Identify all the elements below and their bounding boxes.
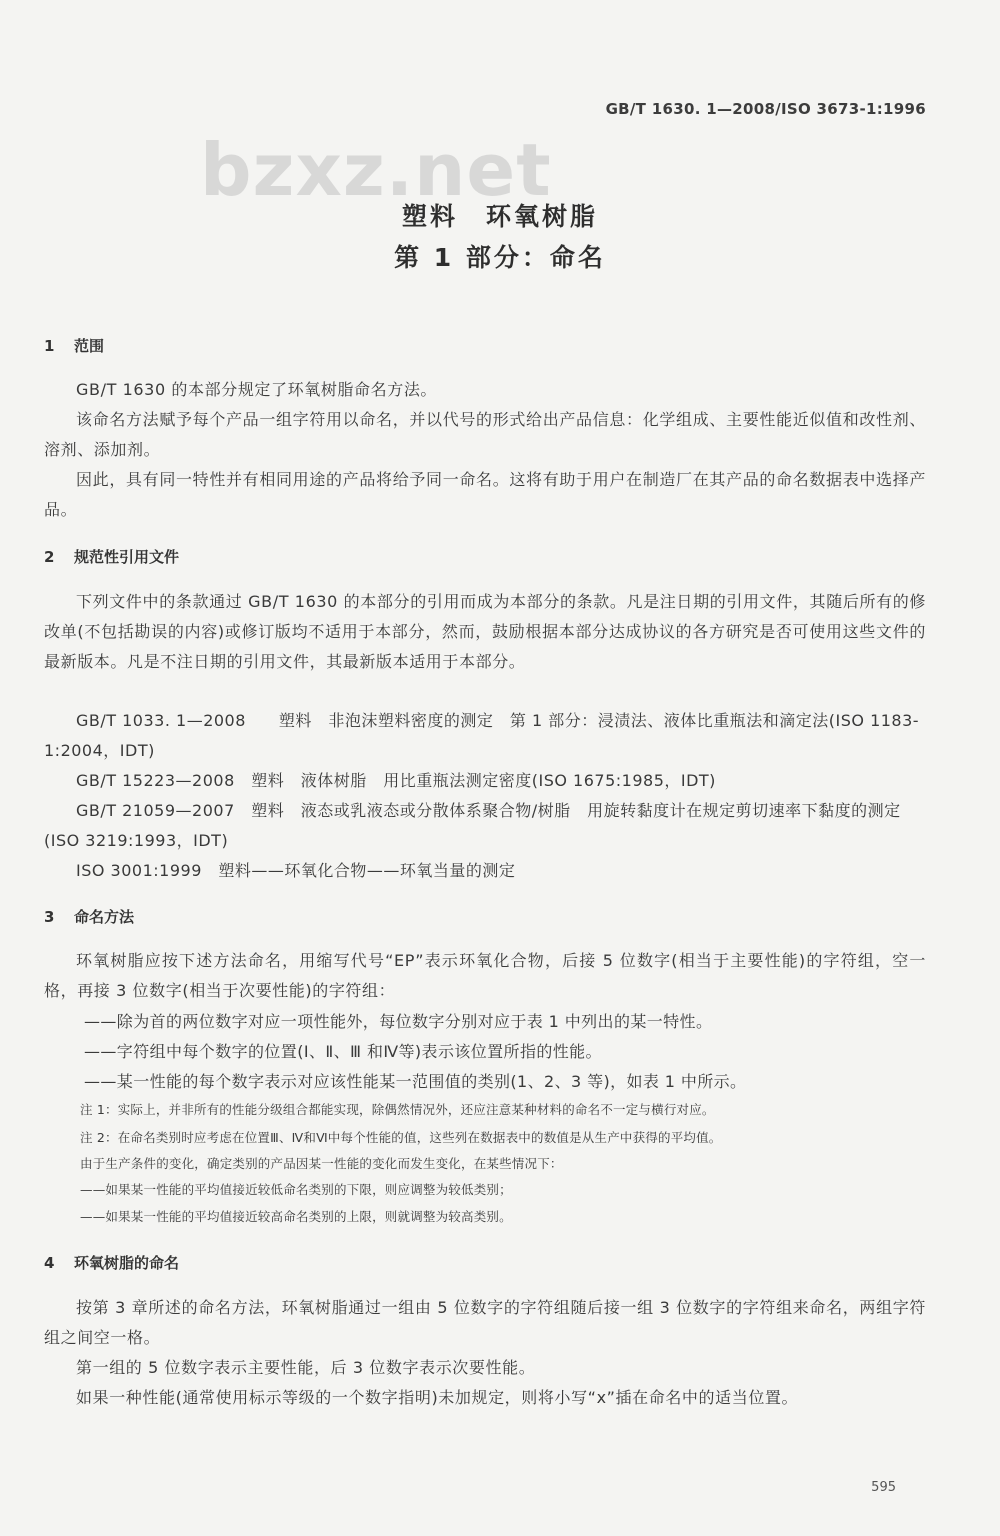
reference-item: GB/T 15223—2008 塑料 液体树脂 用比重瓶法测定密度(ISO 1675:1985，IDT)	[76, 771, 716, 790]
section-3-paragraph-1: 环氧树脂应按下述方法命名，用缩写代号“EP”表示环氧化合物，后接 5 位数字(相当于主要性能)的字符组，空一格，再接 3 位数字(相当于次要性能)的字符组：	[44, 951, 926, 1000]
list-item: ——某一性能的每个数字表示对应该性能某一范围值的类别(1、2、3 等)，如表 1 中所示。	[84, 1072, 747, 1091]
list-item: ——字符组中每个数字的位置(Ⅰ、Ⅱ、Ⅲ 和Ⅳ等)表示该位置所指的性能。	[84, 1042, 602, 1061]
section-number: 3	[44, 908, 55, 926]
note-1: 注 1：实际上，并非所有的性能分级组合都能实现，除偶然情况外，还应注意某种材料的命名不一定与横行对应。	[80, 1102, 715, 1117]
reference-item: GB/T 1033. 1—2008 塑料 非泡沫塑料密度的测定 第 1 部分：浸渍法、液体比重瓶法和滴定法(ISO 1183-1:2004，IDT)	[44, 711, 920, 760]
document-title-line1: 塑料 环氧树脂	[401, 202, 598, 231]
note-2-item: ——如果某一性能的平均值接近较低命名类别的下限，则应调整为较低类别；	[80, 1182, 512, 1197]
note-2-continued: 由于生产条件的变化，确定类别的产品因某一性能的变化而发生变化，在某些情况下：	[80, 1156, 563, 1171]
section-2-paragraph-1: 下列文件中的条款通过 GB/T 1630 的本部分的引用而成为本部分的条款。凡是注日期的引用文件，其随后所有的修改单(不包括勘误的内容)或修订版均不适用于本部分，然而，鼓励根据本部分达成协议的各方研究是否可使用这些文件的最新版本。凡是不注日期的引用文件，其最新版本适用于本部分。	[44, 592, 926, 671]
reference-item: ISO 3001:1999 塑料——环氧化合物——环氧当量的测定	[76, 861, 516, 880]
section-4-paragraph-3: 如果一种性能(通常使用标示等级的一个数字指明)未加规定，则将小写“x”插在命名中的适当位置。	[76, 1388, 799, 1407]
section-title: 命名方法	[74, 908, 135, 926]
section-title: 环氧树脂的命名	[74, 1254, 180, 1272]
section-1-paragraph-3: 因此，具有同一特性并有相同用途的产品将给予同一命名。这将有助于用户在制造厂在其产品的命名数据表中选择产品。	[44, 470, 926, 519]
section-1-heading	[44, 335, 104, 356]
section-number: 2	[44, 548, 55, 566]
list-item: ——除为首的两位数字对应一项性能外，每位数字分别对应于表 1 中列出的某一特性。	[84, 1012, 713, 1031]
section-number: 4	[44, 1254, 55, 1272]
standard-number: GB/T 1630. 1—2008/ISO 3673-1:1996	[605, 100, 926, 118]
section-number: 1	[44, 337, 55, 355]
note-2: 注 2：在命名类别时应考虑在位置Ⅲ、Ⅳ和Ⅵ中每个性能的值，这些列在数据表中的数值是从生产中获得的平均值。	[80, 1130, 722, 1145]
section-title: 范围	[74, 337, 105, 355]
section-4-paragraph-1: 按第 3 章所述的命名方法，环氧树脂通过一组由 5 位数字的字符组随后接一组 3 位数字的字符组来命名，两组字符组之间空一格。	[44, 1298, 926, 1347]
note-2-item: ——如果某一性能的平均值接近较高命名类别的上限，则就调整为较高类别。	[80, 1209, 512, 1224]
section-1-paragraph-2: 该命名方法赋予每个产品一组字符用以命名，并以代号的形式给出产品信息：化学组成、主要性能近似值和改性剂、溶剂、添加剂。	[44, 410, 926, 459]
section-4-heading	[44, 1252, 179, 1273]
section-2-heading	[44, 546, 179, 567]
section-title: 规范性引用文件	[74, 548, 180, 566]
section-3-heading	[44, 906, 134, 927]
reference-item: GB/T 21059—2007 塑料 液态或乳液态或分散体系聚合物/树脂 用旋转黏度计在规定剪切速率下黏度的测定(ISO 3219:1993，IDT)	[44, 801, 901, 850]
page-number: 595	[871, 1480, 896, 1495]
watermark: bzxz.net	[200, 128, 552, 212]
section-1-paragraph-1: GB/T 1630 的本部分规定了环氧树脂命名方法。	[76, 380, 438, 399]
section-4-paragraph-2: 第一组的 5 位数字表示主要性能，后 3 位数字表示次要性能。	[76, 1358, 536, 1377]
document-title-line2: 第 1 部分：命名	[394, 243, 606, 272]
